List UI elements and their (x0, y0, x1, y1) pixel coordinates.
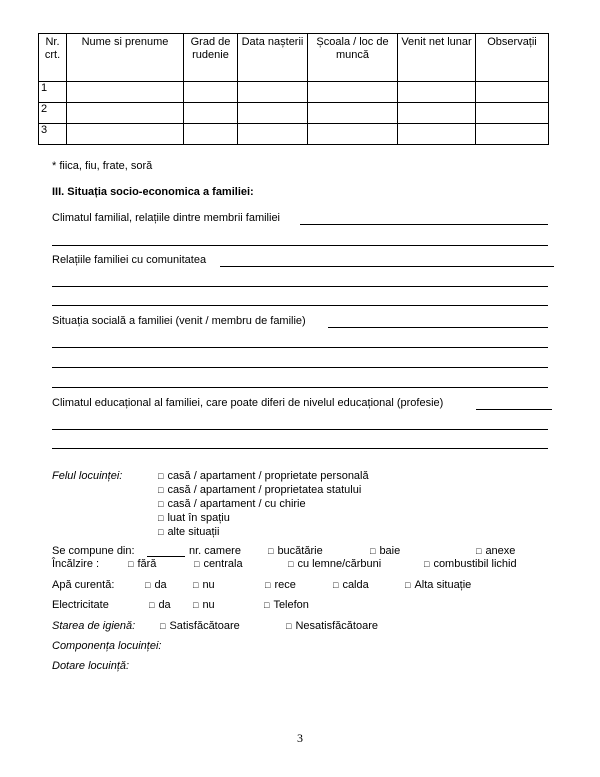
checkbox-icon: □ (193, 580, 199, 590)
cell-nume[interactable] (67, 103, 184, 124)
locuinta-option-spatiu[interactable]: □ luat în spațiu (158, 512, 230, 524)
apa-option-alta[interactable]: □ Alta situație (405, 579, 472, 591)
apa-option-calda[interactable]: □ calda (333, 579, 369, 591)
locuinta-label: Felul locuinței: (52, 470, 123, 482)
col-header-observatii: Observații (476, 34, 549, 82)
checkbox-icon: □ (286, 621, 292, 631)
compune-option-bucatarie[interactable]: □ bucătărie (268, 545, 323, 557)
checkbox-icon: □ (405, 580, 411, 590)
checkbox-icon: □ (145, 580, 151, 590)
locuinta-option-chirie[interactable]: □ casă / apartament / cu chirie (158, 498, 306, 510)
apa-option-da[interactable]: □ da (145, 579, 167, 591)
cell-scoala[interactable] (308, 124, 398, 145)
answer-line[interactable] (52, 245, 548, 246)
electricitate-option-da[interactable]: □ da (149, 599, 171, 611)
compune-label: Se compune din: (52, 545, 135, 557)
incalzire-option-lichid[interactable]: □ combustibil lichid (424, 558, 517, 570)
cell-observatii[interactable] (476, 124, 549, 145)
checkbox-icon: □ (288, 559, 294, 569)
cell-nume[interactable] (67, 124, 184, 145)
answer-line[interactable] (52, 387, 548, 388)
table-row (39, 124, 549, 145)
cell-observatii[interactable] (476, 82, 549, 103)
cell-nume[interactable] (67, 82, 184, 103)
cell-data[interactable] (238, 82, 308, 103)
checkbox-icon: □ (370, 546, 376, 556)
cell-grad[interactable] (184, 103, 238, 124)
camere-blank[interactable] (147, 556, 185, 557)
checkbox-icon: □ (265, 580, 271, 590)
prompt-climat-familial: Climatul familial, relațiile dintre membrii familiei (52, 212, 281, 224)
electricitate-option-nu[interactable]: □ nu (193, 599, 215, 611)
checkbox-icon: □ (158, 485, 164, 495)
col-header-scoala: Școala / loc de muncă (308, 34, 398, 82)
electricitate-label: Electricitate (52, 599, 109, 611)
apa-option-rece[interactable]: □ rece (265, 579, 296, 591)
prompt-climat-educational: Climatul educațional al familiei, care poate diferi de nivelul educațional (profesie) (52, 397, 444, 409)
cell-observatii[interactable] (476, 103, 549, 124)
checkbox-icon: □ (264, 600, 270, 610)
locuinta-option-stat[interactable]: □ casă / apartament / proprietatea statului (158, 484, 362, 496)
apa-option-nu[interactable]: □ nu (193, 579, 215, 591)
checkbox-icon: □ (193, 600, 199, 610)
cell-nr: 3 (39, 124, 67, 145)
family-members-table (38, 33, 549, 145)
section-title: III. Situația socio-economica a familiei: (52, 186, 254, 198)
col-header-venit: Venit net lunar (398, 34, 476, 82)
cell-data[interactable] (238, 103, 308, 124)
table-header-row (39, 34, 549, 82)
col-header-data: Data nașterii (238, 34, 308, 82)
checkbox-icon: □ (333, 580, 339, 590)
table-row (39, 82, 549, 103)
answer-line[interactable] (52, 305, 548, 306)
cell-nr: 2 (39, 103, 67, 124)
answer-line[interactable] (220, 266, 554, 267)
footnote: * fiica, fiu, frate, soră (52, 160, 153, 172)
checkbox-icon: □ (149, 600, 155, 610)
checkbox-icon: □ (128, 559, 134, 569)
dotare-label: Dotare locuință: (52, 660, 130, 672)
answer-line[interactable] (52, 367, 548, 368)
answer-line[interactable] (52, 347, 548, 348)
cell-nr: 1 (39, 82, 67, 103)
checkbox-icon: □ (424, 559, 430, 569)
checkbox-icon: □ (158, 527, 164, 537)
incalzire-option-centrala[interactable]: □ centrala (194, 558, 243, 570)
incalzire-option-lemne[interactable]: □ cu lemne/cărbuni (288, 558, 382, 570)
checkbox-icon: □ (194, 559, 200, 569)
table-row (39, 103, 549, 124)
cell-scoala[interactable] (308, 82, 398, 103)
cell-grad[interactable] (184, 124, 238, 145)
checkbox-icon: □ (158, 513, 164, 523)
locuinta-option-proprietate[interactable]: □ casă / apartament / proprietate personală (158, 470, 369, 482)
answer-line[interactable] (476, 409, 552, 410)
componenta-label: Componența locuinței: (52, 640, 162, 652)
answer-line[interactable] (328, 327, 548, 328)
telefon-option[interactable]: □ Telefon (264, 599, 309, 611)
prompt-situatie-sociala: Situația socială a familiei (venit / membru de familie) (52, 315, 306, 327)
incalzire-option-fara[interactable]: □ fără (128, 558, 157, 570)
igiena-label: Starea de igienă: (52, 620, 136, 632)
compune-option-anexe[interactable]: □ anexe (476, 545, 516, 557)
prompt-relatii-comunitate: Relațiile familiei cu comunitatea (52, 254, 207, 266)
col-header-grad: Grad de rudenie (184, 34, 238, 82)
checkbox-icon: □ (160, 621, 166, 631)
col-header-nume: Nume si prenume (67, 34, 184, 82)
cell-data[interactable] (238, 124, 308, 145)
checkbox-icon: □ (158, 471, 164, 481)
col-header-nr: Nr. crt. (39, 34, 67, 82)
answer-line[interactable] (52, 429, 548, 430)
cell-grad[interactable] (184, 82, 238, 103)
camere-label: nr. camere (189, 545, 241, 557)
answer-line[interactable] (300, 224, 548, 225)
locuinta-option-alte[interactable]: □ alte situații (158, 526, 220, 538)
cell-venit[interactable] (398, 103, 476, 124)
apa-label: Apă curentă: (52, 579, 115, 591)
igiena-option-satisfacatoare[interactable]: □ Satisfăcătoare (160, 620, 240, 632)
cell-venit[interactable] (398, 124, 476, 145)
compune-option-baie[interactable]: □ baie (370, 545, 401, 557)
igiena-option-nesatisfacatoare[interactable]: □ Nesatisfăcătoare (286, 620, 378, 632)
answer-line[interactable] (52, 448, 548, 449)
checkbox-icon: □ (158, 499, 164, 509)
checkbox-icon: □ (476, 546, 482, 556)
page-number: 3 (297, 731, 303, 745)
cell-scoala[interactable] (308, 103, 398, 124)
incalzire-label: Încălzire : (52, 558, 100, 570)
cell-venit[interactable] (398, 82, 476, 103)
checkbox-icon: □ (268, 546, 274, 556)
answer-line[interactable] (52, 286, 548, 287)
